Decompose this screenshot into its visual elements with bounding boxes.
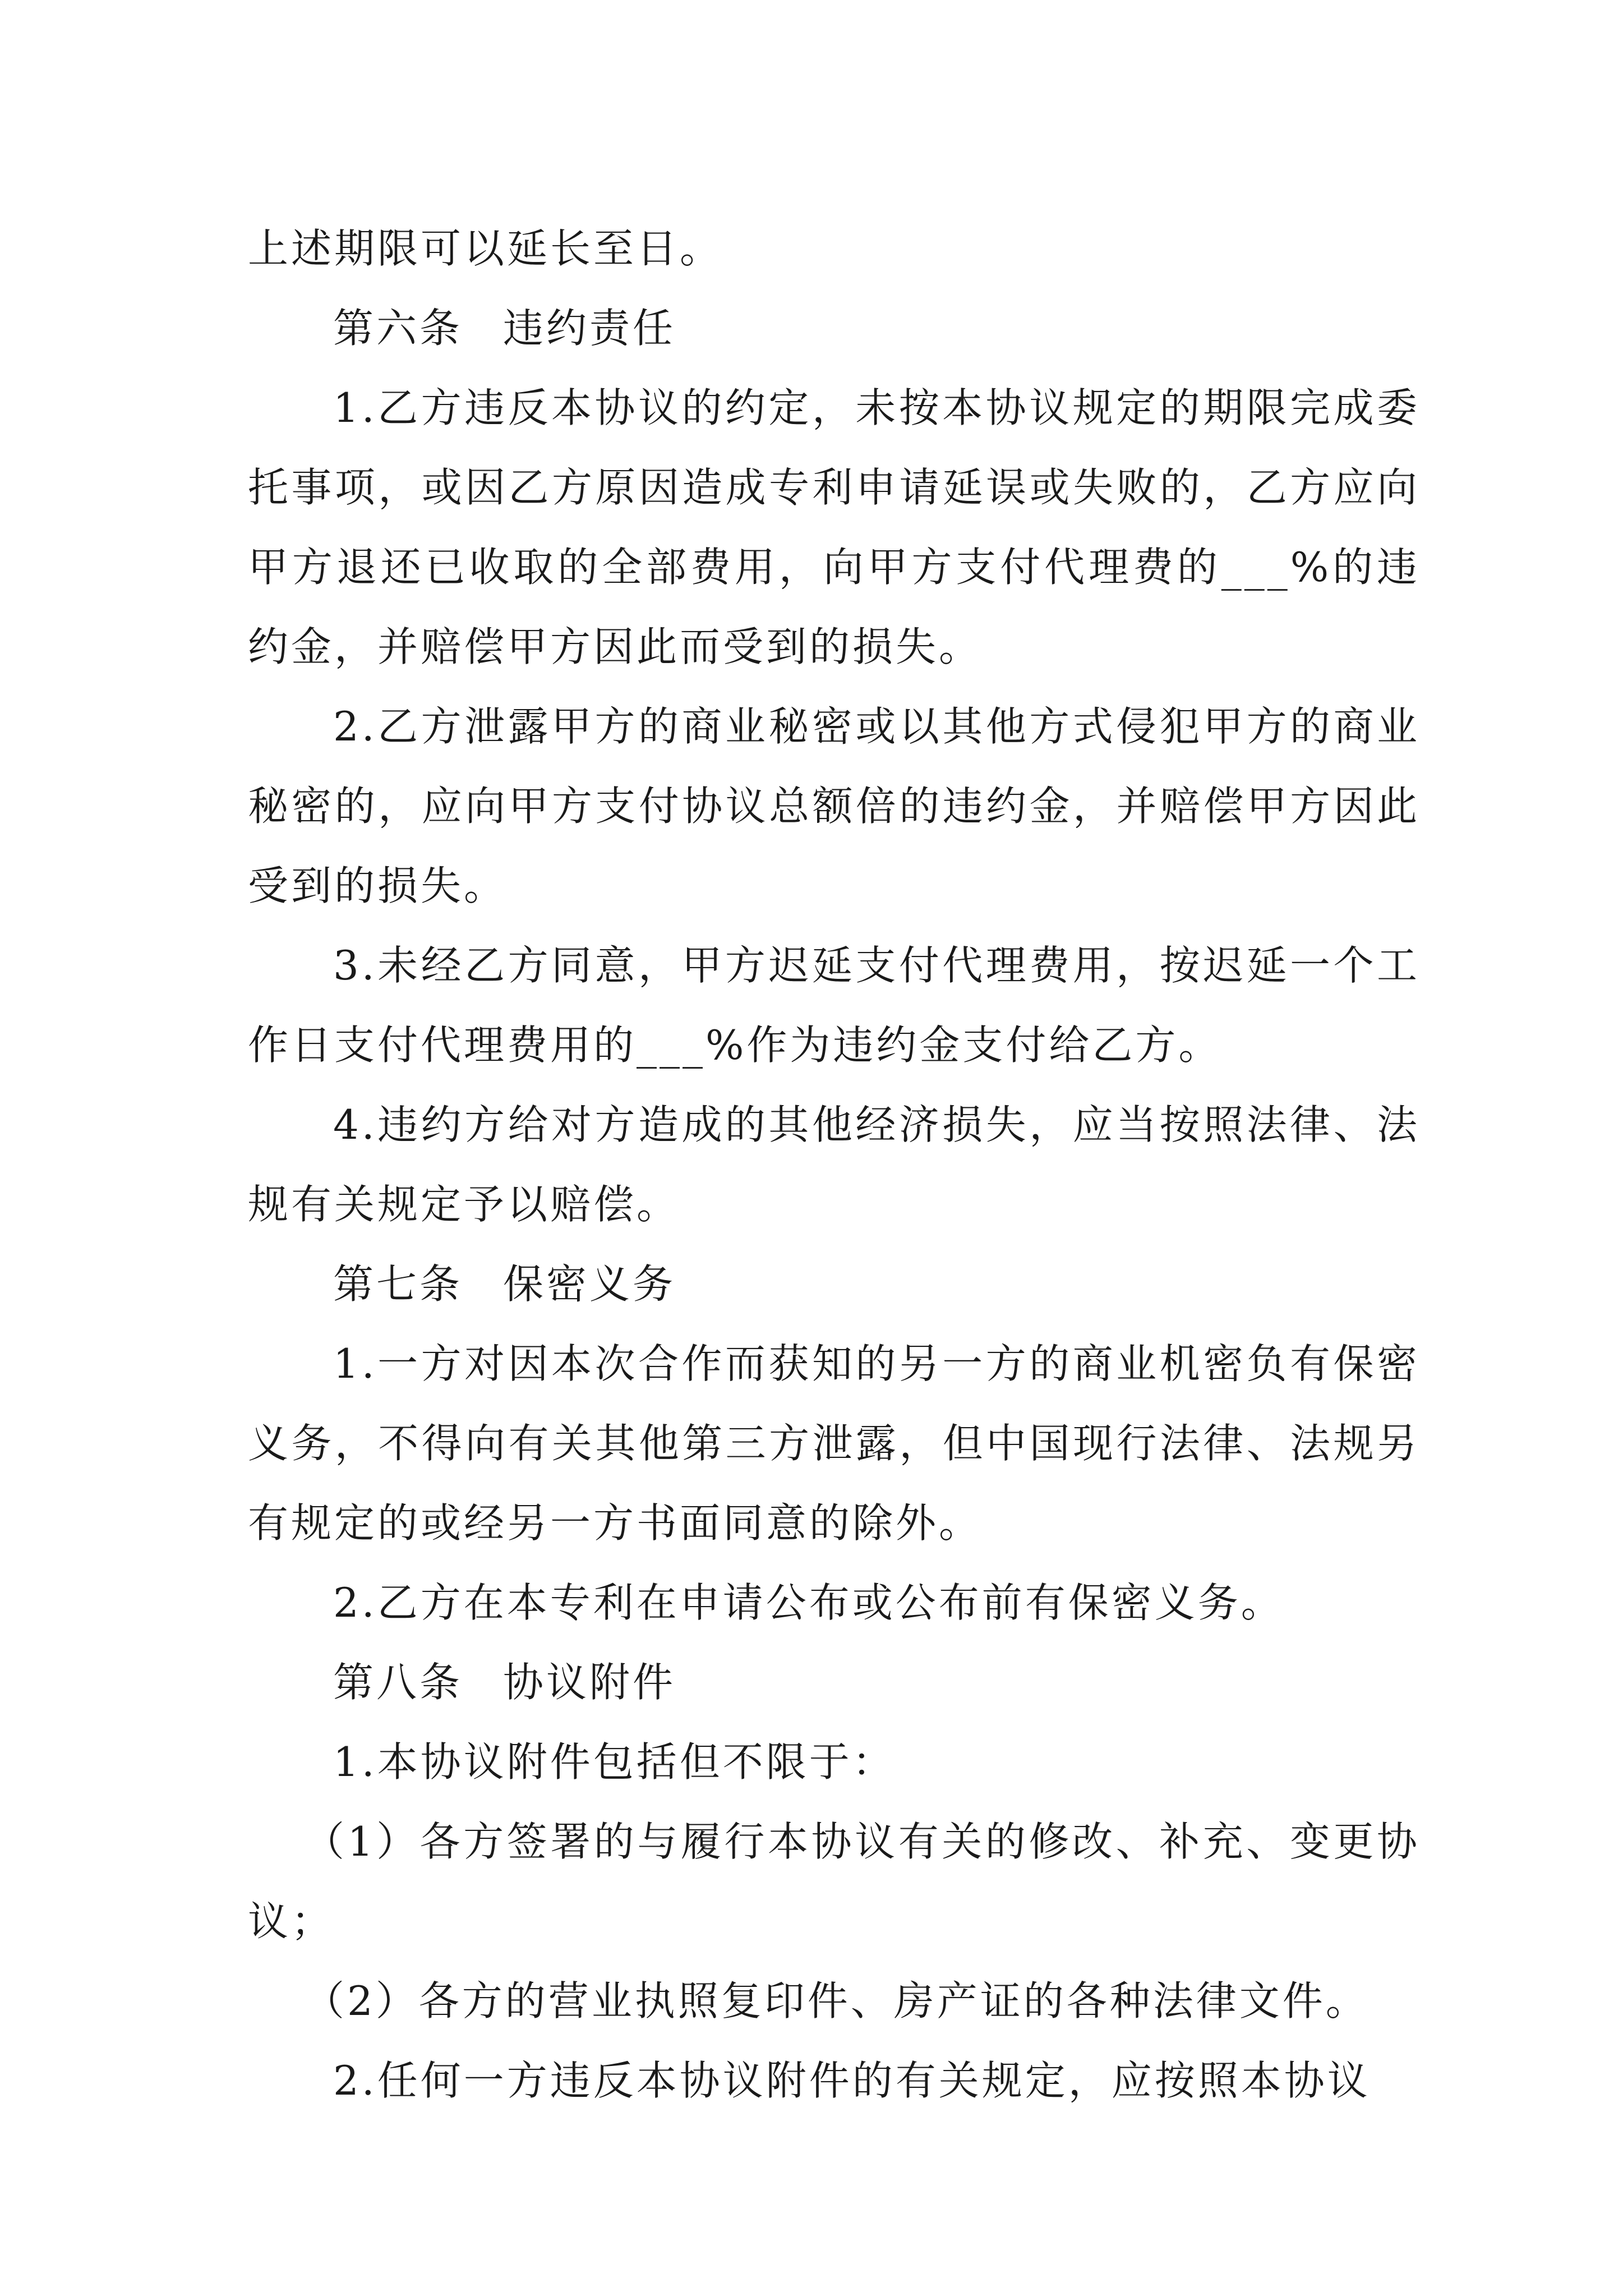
paragraph: 2.乙方泄露甲方的商业秘密或以其他方式侵犯甲方的商业秘密的，应向甲方支付协议总额倍的违约金，并赔偿甲方因此受到的损失。 (248, 703, 1420, 909)
article-heading (248, 288, 1420, 368)
document-body (248, 209, 1420, 2120)
paragraph: 1.本协议附件包括但不限于： (333, 1738, 896, 1786)
article-title: 违约责任 (503, 305, 676, 352)
paragraph: 1.乙方违反本协议的约定，未按本协议规定的期限完成委托事项，或因乙方原因造成专利申请延误或失败的，乙方应向甲方退还已收取的全部费用，向甲方支付代理费的___%的违约金，并赔偿甲方因此而受到的损失。 (248, 384, 1420, 670)
paragraph: 上述期限可以延长至日。 (248, 225, 723, 272)
article-heading (248, 1244, 1420, 1324)
list-item: （1）各方签署的与履行本协议有关的修改、补充、变更协议； (248, 1818, 1420, 1945)
article-number: 第七条 (333, 1260, 463, 1308)
paragraph: 4.违约方给对方造成的其他经济损失，应当按照法律、法规有关规定予以赔偿。 (248, 1101, 1420, 1228)
paragraph: 2.任何一方违反本协议附件的有关规定，应按照本协议 (333, 2057, 1371, 2104)
article-heading (248, 1642, 1420, 1722)
article-number: 第六条 (333, 305, 463, 352)
paragraph: 3.未经乙方同意，甲方迟延支付代理费用，按迟延一个工作日支付代理费用的___%作为违约金支付给乙方。 (248, 942, 1420, 1069)
paragraph: 2.乙方在本专利在申请公布或公布前有保密义务。 (333, 1579, 1284, 1626)
list-item: （2）各方的营业执照复印件、房产证的各种法律文件。 (304, 1977, 1369, 2024)
paragraph: 1.一方对因本次合作而获知的另一方的商业机密负有保密义务，不得向有关其他第三方泄露，但中国现行法律、法规另有规定的或经另一方书面同意的除外。 (248, 1340, 1420, 1547)
article-title: 协议附件 (503, 1659, 676, 1706)
article-number: 第八条 (333, 1659, 463, 1706)
article-title: 保密义务 (503, 1260, 676, 1308)
